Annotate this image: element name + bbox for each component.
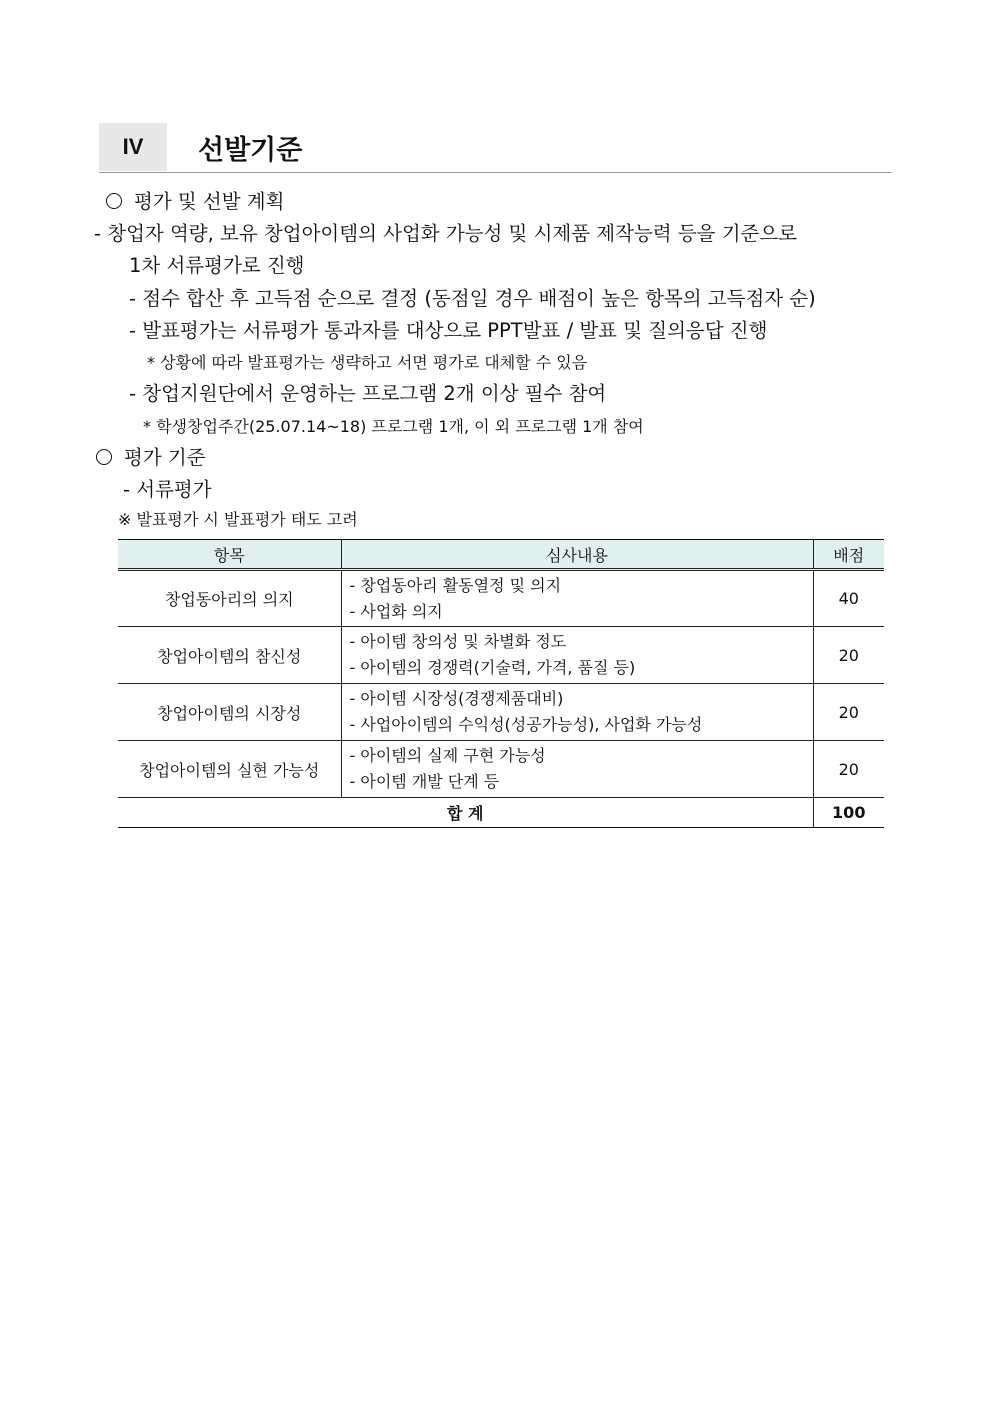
- criterion-detail: - 아이템의 경쟁력(기술력, 가격, 품질 등): [349, 658, 636, 677]
- criterion-content: [341, 570, 813, 627]
- criterion-detail: - 사업화 의지: [349, 601, 443, 621]
- criterion-detail: - 사업아이템의 수익성(성공가능성), 사업화 가능성: [349, 715, 703, 734]
- criterion-content: [341, 627, 813, 684]
- header-content: 심사내용: [341, 540, 813, 570]
- criterion-score: 20: [813, 684, 884, 741]
- plan-sub-2-text: 발표평가는 서류평가 통과자를 대상으로 PPT발표 / 발표 및 질의응답 진행: [142, 319, 768, 342]
- table-row: [118, 570, 884, 627]
- criteria-table: [118, 539, 884, 828]
- section-number: IV: [99, 123, 167, 171]
- criterion-content: [341, 684, 813, 741]
- criterion-content: [341, 741, 813, 798]
- plan-note-2: * 학생창업주간(25.07.14~18) 프로그램 1개, 이 외 프로그램 1개 참여: [143, 417, 644, 436]
- plan-main-line-1: [94, 218, 797, 246]
- circle-bullet-icon: [96, 449, 112, 465]
- plan-main-text-1: 창업자 역량, 보유 창업아이템의 사업화 가능성 및 시제품 제작능력 등을 기준으로: [107, 222, 798, 245]
- criterion-name: 창업아이템의 실현 가능성: [118, 741, 341, 798]
- plan-heading-line: [106, 186, 284, 214]
- table-header-row: [118, 540, 884, 570]
- criteria-sub: [123, 474, 212, 502]
- plan-heading: 평가 및 선발 계획: [134, 190, 285, 213]
- criteria-heading: 평가 기준: [124, 446, 206, 469]
- criterion-detail: - 창업동아리 활동열정 및 의지: [349, 575, 562, 595]
- criteria-heading-line: [96, 442, 206, 470]
- dash-bullet: -: [129, 287, 143, 310]
- section-divider: [99, 172, 892, 173]
- plan-note-1: * 상황에 따라 발표평가는 생략하고 서면 평가로 대체할 수 있음: [147, 353, 588, 372]
- plan-sub-2: [129, 315, 767, 343]
- header-score: 배점: [813, 540, 884, 570]
- table-total-row: [118, 798, 884, 828]
- plan-sub-3-text: 창업지원단에서 운영하는 프로그램 2개 이상 필수 참여: [142, 382, 607, 405]
- criterion-score: 20: [813, 627, 884, 684]
- dash-bullet: -: [129, 382, 143, 405]
- criterion-score: 20: [813, 741, 884, 798]
- total-score: 100: [813, 798, 884, 828]
- dash-bullet: -: [123, 478, 137, 501]
- section-title: 선발기준: [198, 135, 303, 166]
- criterion-name: 창업아이템의 시장성: [118, 684, 341, 741]
- criterion-detail: - 아이템 창의성 및 차별화 정도: [349, 632, 567, 651]
- table-row: [118, 684, 884, 741]
- criteria-note: ※ 발표평가 시 발표평가 태도 고려: [118, 510, 358, 529]
- criterion-detail: - 아이템 개발 단계 등: [349, 772, 500, 791]
- criteria-sub-text: 서류평가: [136, 478, 212, 501]
- header-item: 항목: [118, 540, 341, 570]
- plan-main-line-2: 1차 서류평가로 진행: [129, 254, 305, 277]
- criterion-detail: - 아이템의 실제 구현 가능성: [349, 746, 546, 765]
- circle-bullet-icon: [106, 193, 122, 209]
- plan-sub-3: [129, 378, 606, 406]
- table-row: [118, 627, 884, 684]
- plan-sub-1: [129, 283, 816, 311]
- dash-bullet: -: [94, 222, 108, 245]
- plan-sub-1-text: 점수 합산 후 고득점 순으로 결정 (동점일 경우 배점이 높은 항목의 고득점자 순): [142, 287, 816, 310]
- total-label: 합 계: [118, 798, 813, 828]
- criterion-detail: - 아이템 시장성(경쟁제품대비): [349, 689, 564, 708]
- criterion-score: 40: [813, 570, 884, 627]
- criterion-name: 창업동아리의 의지: [118, 570, 341, 627]
- dash-bullet: -: [129, 319, 143, 342]
- table-row: [118, 741, 884, 798]
- criterion-name: 창업아이템의 참신성: [118, 627, 341, 684]
